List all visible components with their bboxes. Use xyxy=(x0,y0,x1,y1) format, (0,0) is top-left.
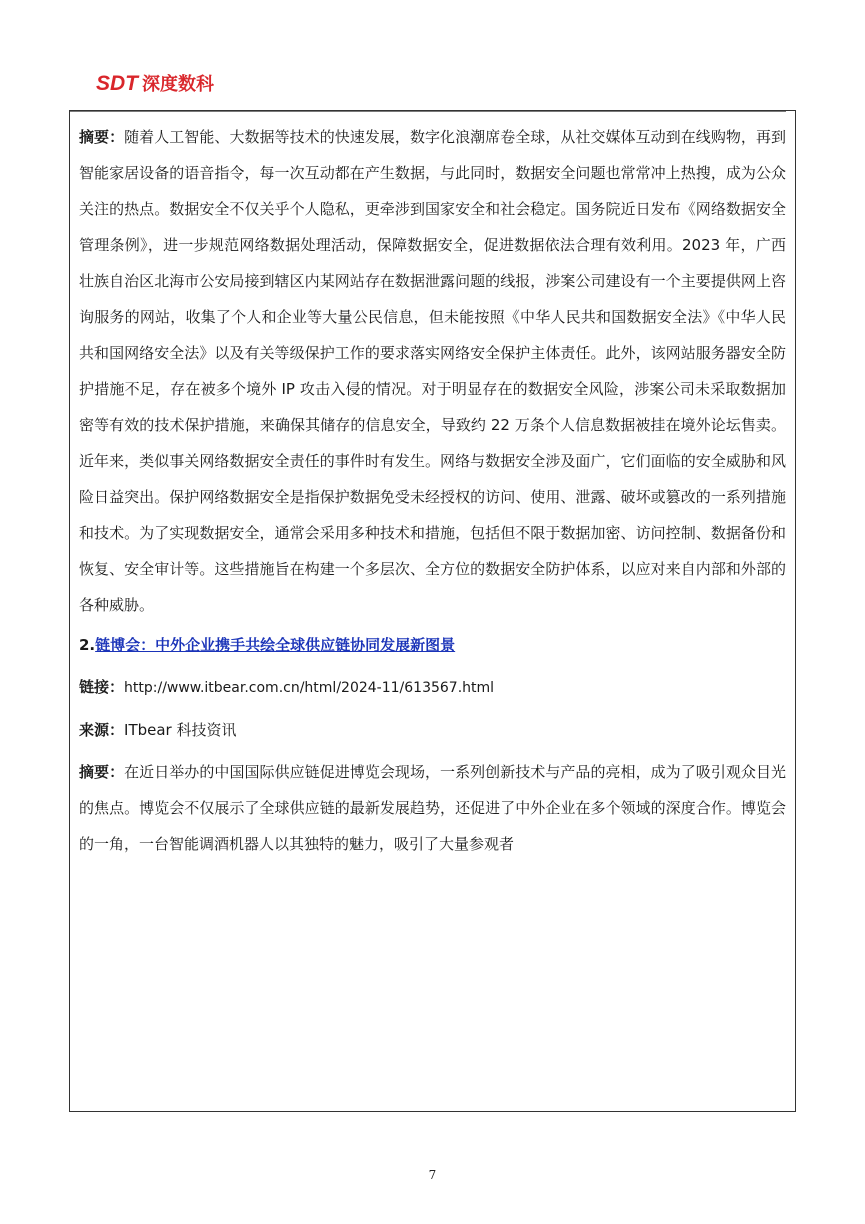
article2-title-link[interactable]: 链博会：中外企业携手共绘全球供应链协同发展新图景 xyxy=(95,636,456,654)
article2-summary xyxy=(79,754,786,862)
summary-text: 在近日举办的中国国际供应链促进博览会现场，一系列创新技术与产品的亮相，成为了吸引观众目光的焦点。博览会不仅展示了全球供应链的最新发展趋势，还促进了中外企业在多个领域的深度合作。博览会的一角，一台智能调酒机器人以其独特的魅力，吸引了大量参观者 xyxy=(79,763,786,853)
article2-heading xyxy=(79,627,786,663)
summary-label: 摘要： xyxy=(79,763,125,781)
logo-mark: SDT xyxy=(96,72,138,95)
source-label: 来源： xyxy=(79,721,125,739)
article1-summary xyxy=(79,119,786,623)
page-number: 7 xyxy=(428,1168,437,1182)
article2-source: ITbear 科技资讯 xyxy=(124,721,237,739)
summary-text: 随着人工智能、大数据等技术的快速发展，数字化浪潮席卷全球，从社交媒体互动到在线购物，再到智能家居设备的语音指令，每一次互动都在产生数据，与此同时，数据安全问题也常常冲上热搜，成为公众关注的热点。数据安全不仅关乎个人隐私，更牵涉到国家安全和社会稳定。国务院近日发布《网络数据安全管理条例》，进一步规范网络数据处理活动，保障数据安全，促进数据依法合理有效利用。2023 年，广西壮族自治区北海市公安局接到辖区内某网站存在数据泄露问题的线报，涉案公司建设有一个主要提供网上咨询服务的网站，收集了个人和企业等大量公民信息，但未能按照《中华人民共和国数据安全法》《中华人民共和国网络安全法》以及有关等级保护工作的要求落实网络安全保护主体责任。此外，该网站服务器安全防护措施不足，存在被多个境外 IP 攻击入侵的情况。对于明显存在的数据安全风险，涉案公司未采取数据加密等有效的技术保护措施，来确保其储存的信息安全，导致约 22 万条个人信息数据被挂在境外论坛售卖。近年来，类似事关网络数据安全责任的事件时有发生。网络与数据安全涉及面广，它们面临的安全威胁和风险日益突出。保护网络数据安全是指保护数据免受未经授权的访问、使用、泄露、破坏或篡改的一系列措施和技术。为了实现数据安全，通常会采用多种技术和措施，包括但不限于数据加密、访问控制、数据备份和恢复、安全审计等。这些措施旨在构建一个多层次、全方位的数据安全防护体系，以应对来自内部和外部的各种威胁。 xyxy=(79,128,786,614)
summary-label: 摘要： xyxy=(79,128,125,146)
article2-url[interactable]: http://www.itbear.com.cn/html/2024-11/613567.html xyxy=(124,680,495,696)
logo-text: 深度数科 xyxy=(142,74,214,95)
article2-number: 2. xyxy=(79,636,96,654)
link-label: 链接： xyxy=(79,678,125,696)
content-box xyxy=(69,110,796,1112)
article2-link-line xyxy=(79,669,786,706)
header-logo xyxy=(96,70,214,96)
article2-source-line xyxy=(79,712,786,748)
